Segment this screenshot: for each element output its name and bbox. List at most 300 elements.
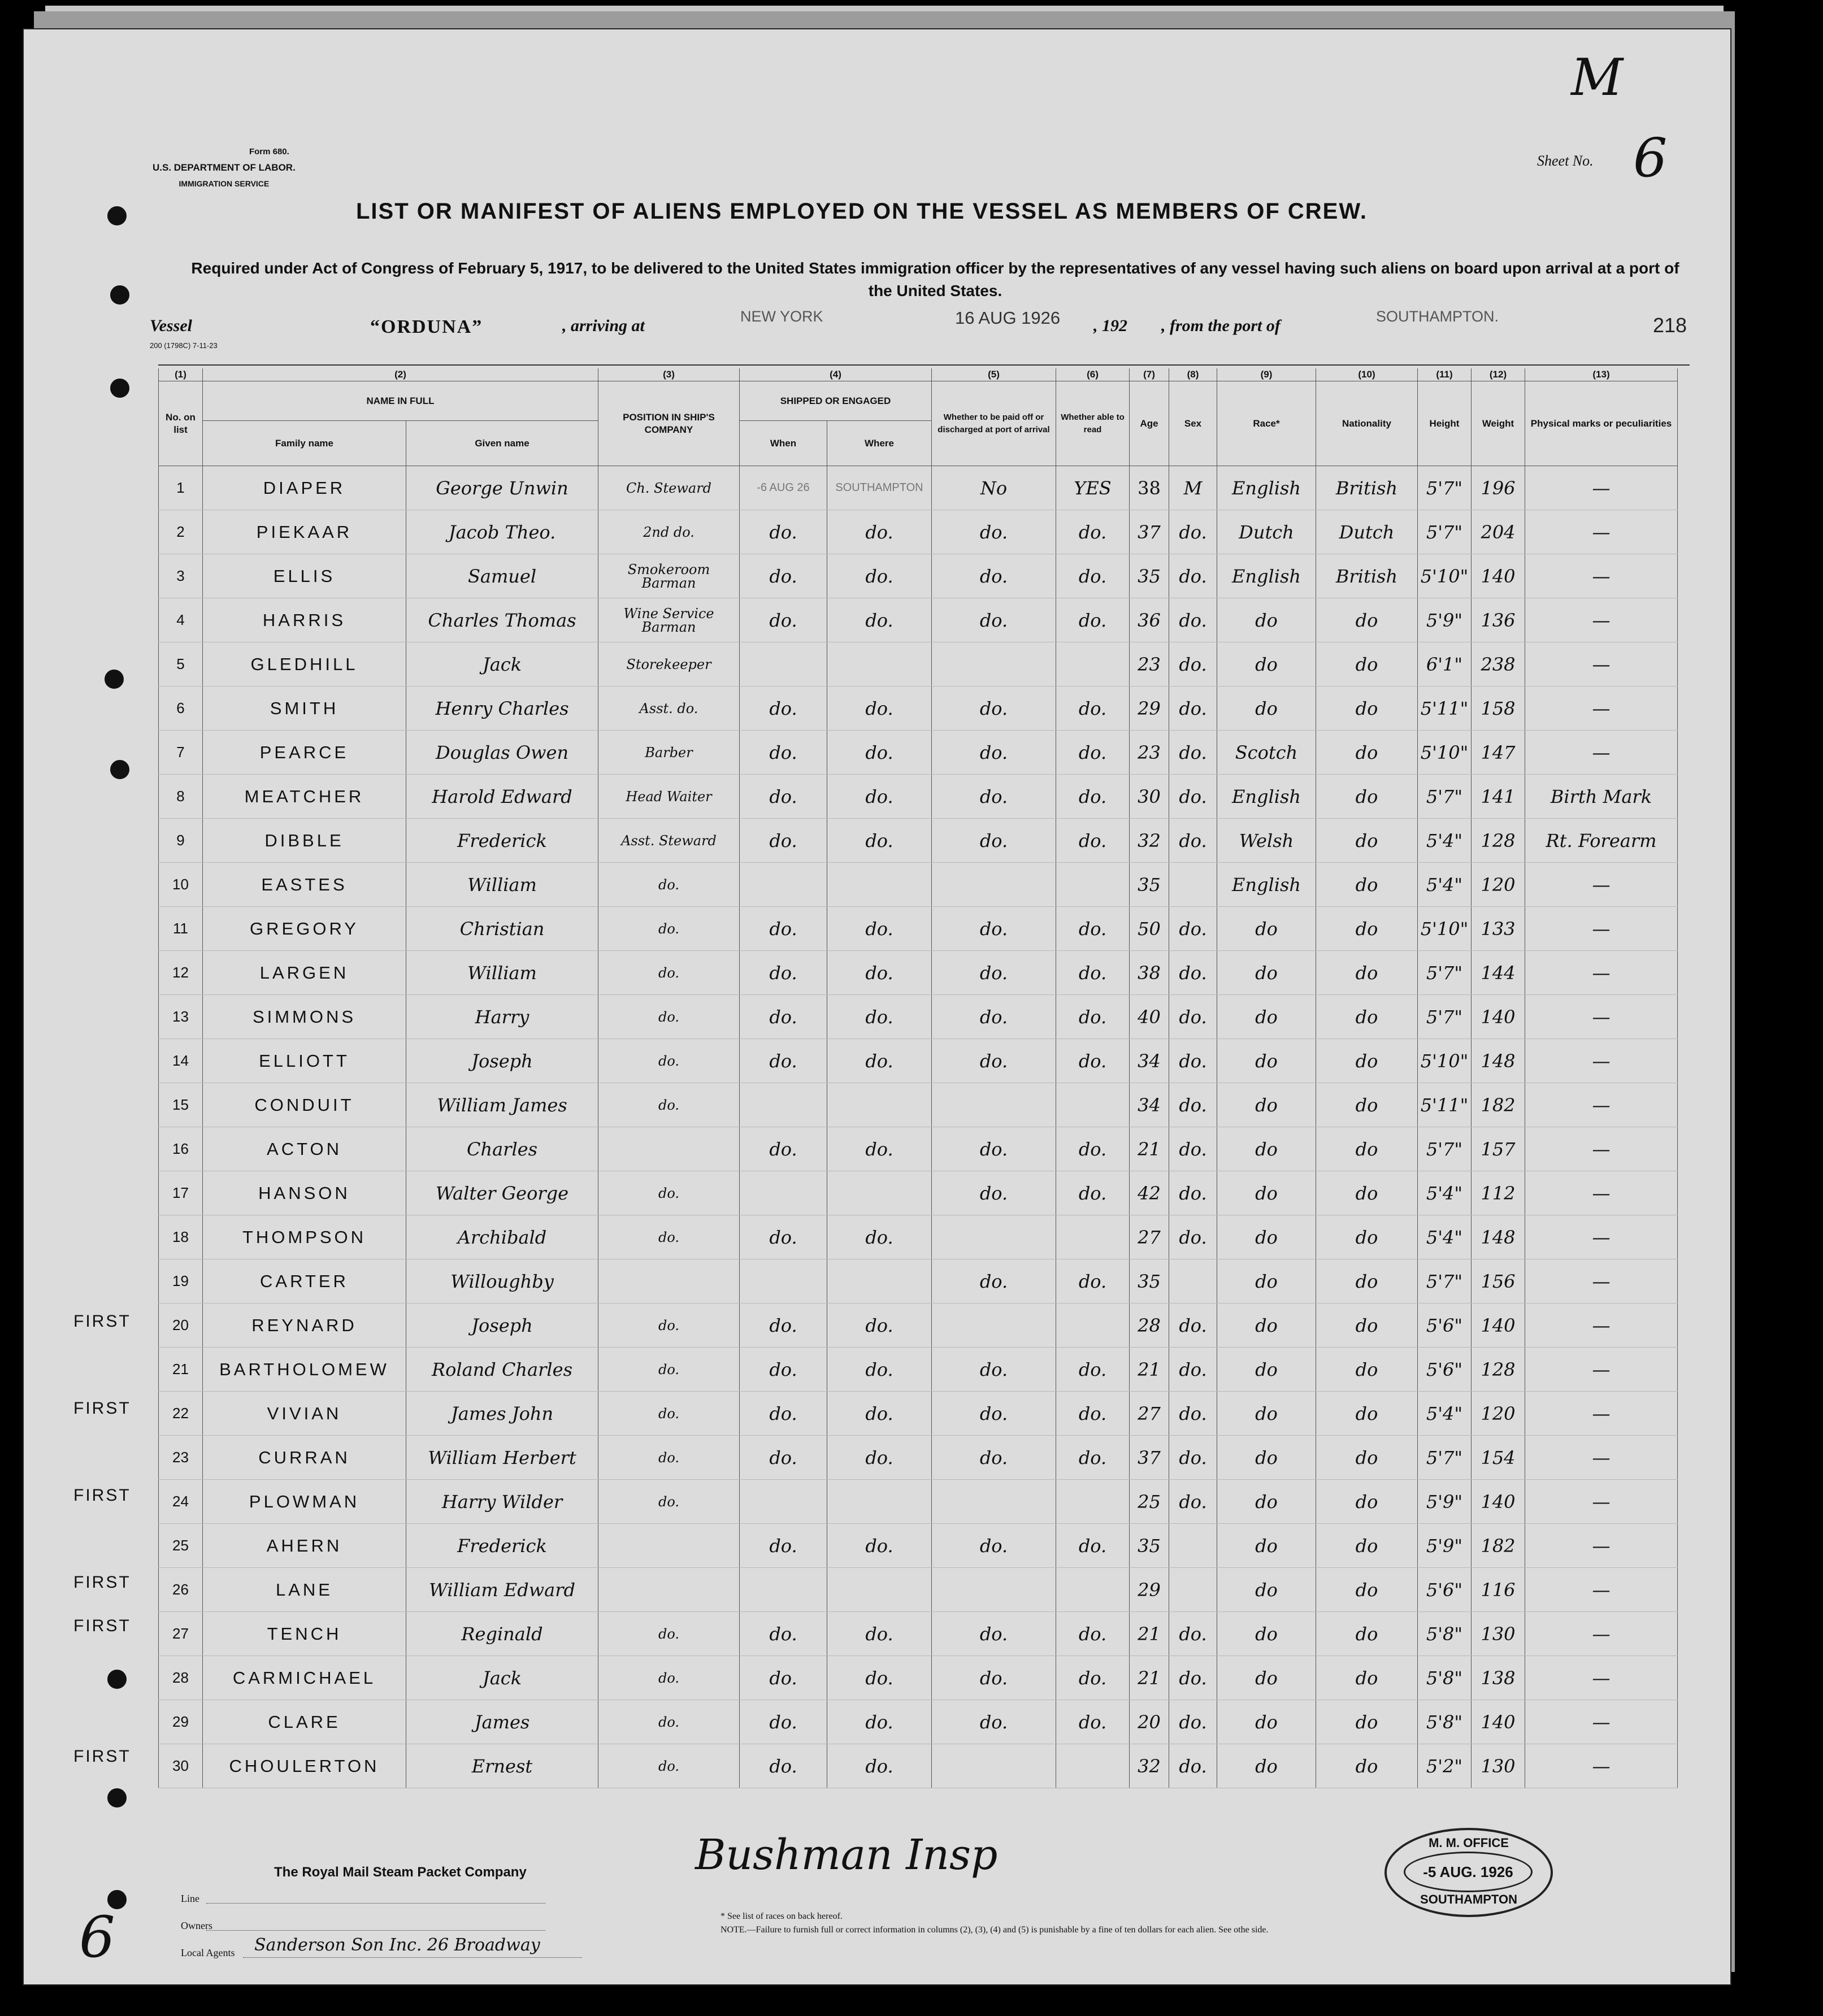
table-row	[159, 1039, 1690, 1083]
cell-family: TENCH	[203, 1612, 406, 1656]
cell-given: William Edward	[406, 1568, 598, 1612]
cell-marks: —	[1525, 687, 1678, 731]
cell-where	[827, 1568, 932, 1612]
cell-height: 6'1"	[1418, 642, 1472, 687]
cell-position	[598, 1568, 740, 1612]
cell-sex: do.	[1169, 1083, 1217, 1127]
cell-marks: —	[1525, 1171, 1678, 1215]
cell-position: do.	[598, 1700, 740, 1744]
local-agents-label: Local Agents	[181, 1947, 235, 1958]
cell-read: do.	[1056, 1259, 1130, 1304]
cell-read: do.	[1056, 1348, 1130, 1392]
stamp-bottom-text: SOUTHAMPTON	[1420, 1892, 1517, 1906]
cell-family: GLEDHILL	[203, 642, 406, 687]
col-num: (1)	[159, 368, 203, 381]
cell-race: do	[1217, 1083, 1316, 1127]
table-row	[159, 1612, 1690, 1656]
cell-given: Douglas Owen	[406, 731, 598, 775]
from-port-stamp: SOUTHAMPTON.	[1376, 308, 1499, 325]
header-given-name: Given name	[406, 421, 598, 466]
cell-sex: do.	[1169, 1127, 1217, 1171]
cell-no: 1	[159, 466, 203, 510]
cell-nationality: do	[1316, 1656, 1418, 1700]
col-num: (5)	[932, 368, 1056, 381]
cell-marks: —	[1525, 1127, 1678, 1171]
cell-sex: do.	[1169, 907, 1217, 951]
table-row	[159, 1083, 1690, 1127]
cell-position: do.	[598, 1215, 740, 1259]
cell-height: 5'10"	[1418, 1039, 1472, 1083]
cell-height: 5'6"	[1418, 1568, 1472, 1612]
cell-when: do.	[740, 510, 827, 554]
cell-age: 34	[1130, 1039, 1169, 1083]
cell-sex: do.	[1169, 598, 1217, 642]
cell-given: William Herbert	[406, 1436, 598, 1480]
header-name-in-full: NAME IN FULL	[203, 381, 598, 421]
cell-race: English	[1217, 466, 1316, 510]
cell-age: 37	[1130, 510, 1169, 554]
cell-read: do.	[1056, 1171, 1130, 1215]
local-agents-value: Sanderson Son Inc. 26 Broadway	[254, 1935, 540, 1955]
cell-read: do.	[1056, 1039, 1130, 1083]
cell-family: CONDUIT	[203, 1083, 406, 1127]
punch-hole	[108, 284, 131, 306]
cell-sex: do.	[1169, 1348, 1217, 1392]
footnotes	[720, 1910, 1269, 1937]
cell-weight: 156	[1472, 1259, 1525, 1304]
table-row	[159, 1436, 1690, 1480]
cell-margin	[1678, 1656, 1690, 1700]
cell-weight: 182	[1472, 1524, 1525, 1568]
cell-when: do.	[740, 1524, 827, 1568]
cell-marks: —	[1525, 466, 1678, 510]
cell-given: Frederick	[406, 819, 598, 863]
cell-age: 21	[1130, 1127, 1169, 1171]
cell-sex: do.	[1169, 1392, 1217, 1436]
cell-no: 18	[159, 1215, 203, 1259]
cell-age: 28	[1130, 1304, 1169, 1348]
cell-weight: 140	[1472, 554, 1525, 598]
cell-where: do.	[827, 1744, 932, 1788]
cell-family: CARMICHAEL	[203, 1656, 406, 1700]
margin-note-first: FIRST	[73, 1573, 131, 1592]
header-row-top	[159, 381, 1690, 421]
cell-height: 5'7"	[1418, 1127, 1472, 1171]
header-shipped-engaged: SHIPPED OR ENGAGED	[740, 381, 932, 421]
cell-height: 5'9"	[1418, 1524, 1472, 1568]
cell-where	[827, 1171, 932, 1215]
cell-nationality: do	[1316, 1348, 1418, 1392]
cell-read: do.	[1056, 598, 1130, 642]
cell-position: do.	[598, 863, 740, 907]
cell-where: do.	[827, 554, 932, 598]
cell-height: 5'4"	[1418, 1215, 1472, 1259]
cell-when: do.	[740, 1127, 827, 1171]
cell-read: do.	[1056, 819, 1130, 863]
cell-height: 5'10"	[1418, 554, 1472, 598]
cell-position: do.	[598, 1171, 740, 1215]
cell-where	[827, 642, 932, 687]
cell-position	[598, 1524, 740, 1568]
table-row	[159, 466, 1690, 510]
table-row	[159, 554, 1690, 598]
cell-marks: —	[1525, 1524, 1678, 1568]
cell-no: 21	[159, 1348, 203, 1392]
cell-given: Roland Charles	[406, 1348, 598, 1392]
cell-no: 25	[159, 1524, 203, 1568]
cell-height: 5'7"	[1418, 951, 1472, 995]
cell-weight: 136	[1472, 598, 1525, 642]
cell-given: George Unwin	[406, 466, 598, 510]
inspector-signature: Bushman Insp	[695, 1831, 998, 1879]
cell-read: do.	[1056, 731, 1130, 775]
cell-nationality: do	[1316, 995, 1418, 1039]
cell-when: do.	[740, 1436, 827, 1480]
cell-when: do.	[740, 554, 827, 598]
cell-nationality: do	[1316, 1171, 1418, 1215]
cell-height: 5'4"	[1418, 819, 1472, 863]
cell-margin	[1678, 466, 1690, 510]
cell-read: do.	[1056, 687, 1130, 731]
cell-position	[598, 1127, 740, 1171]
table-row	[159, 863, 1690, 907]
cell-where: do.	[827, 1700, 932, 1744]
page-title: LIST OR MANIFEST OF ALIENS EMPLOYED ON THE VESSEL AS MEMBERS OF CREW.	[356, 199, 1368, 224]
cell-race: do	[1217, 642, 1316, 687]
cell-read	[1056, 1480, 1130, 1524]
cell-paid: No	[932, 466, 1056, 510]
cell-read: do.	[1056, 951, 1130, 995]
cell-race: do	[1217, 1259, 1316, 1304]
cell-when: do.	[740, 907, 827, 951]
header-no-on-list: No. on list	[159, 381, 203, 466]
cell-height: 5'10"	[1418, 907, 1472, 951]
cell-race: do	[1217, 995, 1316, 1039]
cell-nationality: do	[1316, 1612, 1418, 1656]
cell-marks: —	[1525, 951, 1678, 995]
cell-marks: —	[1525, 1744, 1678, 1788]
margin-note-first: FIRST	[73, 1617, 131, 1635]
cell-position: do.	[598, 1744, 740, 1788]
cell-where: do.	[827, 731, 932, 775]
cell-where: do.	[827, 1392, 932, 1436]
cell-margin	[1678, 1436, 1690, 1480]
cell-race: English	[1217, 554, 1316, 598]
cell-when: do.	[740, 1744, 827, 1788]
cell-age: 20	[1130, 1700, 1169, 1744]
cell-when: do.	[740, 819, 827, 863]
cell-height: 5'11"	[1418, 687, 1472, 731]
cell-given: Charles Thomas	[406, 598, 598, 642]
sheet-label: Sheet No.	[1537, 153, 1594, 169]
cell-read: do.	[1056, 510, 1130, 554]
cell-nationality: do	[1316, 687, 1418, 731]
punch-hole	[106, 1668, 128, 1691]
cell-no: 17	[159, 1171, 203, 1215]
cell-marks: —	[1525, 1568, 1678, 1612]
cell-sex	[1169, 1259, 1217, 1304]
cell-given: Archibald	[406, 1215, 598, 1259]
cell-given: Charles	[406, 1127, 598, 1171]
cell-family: CHOULERTON	[203, 1744, 406, 1788]
cell-height: 5'8"	[1418, 1700, 1472, 1744]
cell-race: do	[1217, 598, 1316, 642]
cell-weight: 140	[1472, 995, 1525, 1039]
cell-family: LANE	[203, 1568, 406, 1612]
cell-marks: —	[1525, 510, 1678, 554]
cell-race: do	[1217, 1744, 1316, 1788]
cell-family: HANSON	[203, 1171, 406, 1215]
cell-read: do.	[1056, 1612, 1130, 1656]
cell-given: William	[406, 951, 598, 995]
cell-weight: 158	[1472, 687, 1525, 731]
cell-race: do	[1217, 951, 1316, 995]
cell-no: 14	[159, 1039, 203, 1083]
table-row	[159, 1524, 1690, 1568]
cell-no: 7	[159, 731, 203, 775]
header-paid-off: Whether to be paid off or discharged at port of arrival	[932, 381, 1056, 466]
cell-nationality: do	[1316, 1700, 1418, 1744]
cell-no: 4	[159, 598, 203, 642]
cell-when: do.	[740, 1304, 827, 1348]
cell-read	[1056, 1304, 1130, 1348]
col-num: (4)	[740, 368, 932, 381]
cell-when: do.	[740, 1392, 827, 1436]
cell-margin	[1678, 819, 1690, 863]
cell-age: 23	[1130, 642, 1169, 687]
service: IMMIGRATION SERVICE	[179, 179, 270, 188]
cell-margin	[1678, 1700, 1690, 1744]
page-subtitle: Required under Act of Congress of February 5, 1917, to be delivered to the United States immigration officer by the representatives of any vessel having such aliens on board upon arrival at a port of the United States.	[191, 259, 1679, 299]
cell-paid	[932, 1083, 1056, 1127]
cell-sex: do.	[1169, 819, 1217, 863]
cell-nationality: do	[1316, 1744, 1418, 1788]
cell-nationality: do	[1316, 1215, 1418, 1259]
cell-where: do.	[827, 1348, 932, 1392]
cell-when: -6 AUG 26	[740, 466, 827, 510]
cell-margin	[1678, 1304, 1690, 1348]
cell-marks: —	[1525, 1612, 1678, 1656]
cell-race: English	[1217, 863, 1316, 907]
cell-no: 6	[159, 687, 203, 731]
cell-when: do.	[740, 1612, 827, 1656]
cell-nationality: do	[1316, 1127, 1418, 1171]
cell-sex: do.	[1169, 554, 1217, 598]
cell-paid: do.	[932, 554, 1056, 598]
cell-age: 27	[1130, 1215, 1169, 1259]
header-family-name: Family name	[203, 421, 406, 466]
punch-hole	[108, 758, 131, 781]
column-number-row	[159, 368, 1690, 381]
cell-age: 32	[1130, 819, 1169, 863]
header-physical-marks: Physical marks or peculiarities	[1525, 381, 1678, 466]
table-row	[159, 1700, 1690, 1744]
cell-family: CURRAN	[203, 1436, 406, 1480]
cell-paid: do.	[932, 775, 1056, 819]
form-code: 200 (1798C) 7-11-23	[150, 341, 218, 350]
table-row	[159, 995, 1690, 1039]
cell-race: English	[1217, 775, 1316, 819]
mm-office-stamp	[1384, 1828, 1553, 1917]
cell-race: do	[1217, 1568, 1316, 1612]
cell-family: LARGEN	[203, 951, 406, 995]
header-able-to-read: Whether able to read	[1056, 381, 1130, 466]
cell-given: Samuel	[406, 554, 598, 598]
crew-table-body	[159, 466, 1690, 1788]
cell-marks: Birth Mark	[1525, 775, 1678, 819]
cell-marks: —	[1525, 1304, 1678, 1348]
crew-manifest-table	[158, 368, 1690, 1788]
cell-sex	[1169, 1568, 1217, 1612]
header-age: Age	[1130, 381, 1169, 466]
table-row	[159, 642, 1690, 687]
cell-no: 16	[159, 1127, 203, 1171]
cell-family: BARTHOLOMEW	[203, 1348, 406, 1392]
cell-margin	[1678, 1215, 1690, 1259]
cell-no: 29	[159, 1700, 203, 1744]
cell-family: CARTER	[203, 1259, 406, 1304]
cell-given: Reginald	[406, 1612, 598, 1656]
cell-height: 5'6"	[1418, 1304, 1472, 1348]
cell-family: PLOWMAN	[203, 1480, 406, 1524]
cell-where: do.	[827, 1304, 932, 1348]
cell-given: Willoughby	[406, 1259, 598, 1304]
cell-weight: 144	[1472, 951, 1525, 995]
table-row	[159, 1259, 1690, 1304]
col-num: (10)	[1316, 368, 1418, 381]
cell-where	[827, 863, 932, 907]
punch-hole	[106, 205, 128, 227]
header-nationality: Nationality	[1316, 381, 1418, 466]
cell-position: do.	[598, 1436, 740, 1480]
cell-no: 13	[159, 995, 203, 1039]
cell-when: do.	[740, 995, 827, 1039]
cell-height: 5'2"	[1418, 1744, 1472, 1788]
cell-marks: —	[1525, 1656, 1678, 1700]
cell-family: ELLIOTT	[203, 1039, 406, 1083]
cell-no: 28	[159, 1656, 203, 1700]
cell-read: do.	[1056, 907, 1130, 951]
cell-position	[598, 1259, 740, 1304]
cell-race: do	[1217, 1127, 1316, 1171]
cell-marks: —	[1525, 1259, 1678, 1304]
cell-marks: Rt. Forearm	[1525, 819, 1678, 863]
cell-where: do.	[827, 1612, 932, 1656]
cell-paid: do.	[932, 995, 1056, 1039]
form-header	[153, 144, 296, 192]
cell-margin	[1678, 1259, 1690, 1304]
cell-given: William James	[406, 1083, 598, 1127]
cell-given: Jack	[406, 642, 598, 687]
cell-race: do	[1217, 1348, 1316, 1392]
cell-sex: do.	[1169, 1700, 1217, 1744]
cell-sex: do.	[1169, 731, 1217, 775]
cell-read: do.	[1056, 1392, 1130, 1436]
vessel-name: “ORDUNA”	[370, 316, 483, 337]
header-race: Race*	[1217, 381, 1316, 466]
form-number: Form 680.	[249, 147, 289, 157]
cell-position: Wine Service Barman	[598, 598, 740, 642]
cell-where: SOUTHAMPTON	[827, 466, 932, 510]
page-number-handwritten: 6	[79, 1904, 115, 1970]
cell-age: 38	[1130, 951, 1169, 995]
year-label: , 192	[1093, 316, 1127, 335]
cell-where: do.	[827, 907, 932, 951]
col-num: (9)	[1217, 368, 1316, 381]
cell-margin	[1678, 1348, 1690, 1392]
cell-sex: M	[1169, 466, 1217, 510]
cell-marks: —	[1525, 1480, 1678, 1524]
cell-position: do.	[598, 1039, 740, 1083]
table-row	[159, 819, 1690, 863]
cell-height: 5'11"	[1418, 1083, 1472, 1127]
vessel-label: Vessel	[150, 316, 192, 335]
table-row	[159, 731, 1690, 775]
cell-given: Ernest	[406, 1744, 598, 1788]
cell-no: 2	[159, 510, 203, 554]
cell-margin	[1678, 951, 1690, 995]
cell-position: Smokeroom Barman	[598, 554, 740, 598]
cell-when: do.	[740, 687, 827, 731]
cell-margin	[1678, 863, 1690, 907]
cell-age: 40	[1130, 995, 1169, 1039]
cell-marks: —	[1525, 863, 1678, 907]
cell-paid: do.	[932, 1436, 1056, 1480]
cell-age: 29	[1130, 1568, 1169, 1612]
cell-height: 5'7"	[1418, 510, 1472, 554]
cell-read: do.	[1056, 1436, 1130, 1480]
cell-read: do.	[1056, 1656, 1130, 1700]
table-row	[159, 1568, 1690, 1612]
cell-marks: —	[1525, 642, 1678, 687]
punch-hole	[108, 377, 131, 399]
cell-height: 5'9"	[1418, 598, 1472, 642]
cell-nationality: do	[1316, 863, 1418, 907]
cell-sex: do.	[1169, 1612, 1217, 1656]
cell-weight: 128	[1472, 1348, 1525, 1392]
page-number-stamp: 218	[1653, 314, 1687, 337]
col-num: (12)	[1472, 368, 1525, 381]
cell-nationality: do	[1316, 598, 1418, 642]
margin-note-first: FIRST	[73, 1486, 131, 1505]
cell-race: Scotch	[1217, 731, 1316, 775]
cell-nationality: do	[1316, 1304, 1418, 1348]
cell-age: 27	[1130, 1392, 1169, 1436]
cell-where: do.	[827, 951, 932, 995]
cell-height: 5'7"	[1418, 466, 1472, 510]
cell-no: 8	[159, 775, 203, 819]
cell-marks: —	[1525, 1215, 1678, 1259]
table-row	[159, 1480, 1690, 1524]
cell-race: do	[1217, 1612, 1316, 1656]
cell-sex: do.	[1169, 1480, 1217, 1524]
col-num: (8)	[1169, 368, 1217, 381]
cell-sex: do.	[1169, 1744, 1217, 1788]
cell-where: do.	[827, 819, 932, 863]
cell-weight: 148	[1472, 1215, 1525, 1259]
cell-given: Joseph	[406, 1039, 598, 1083]
cell-paid: do.	[932, 731, 1056, 775]
cell-race: Dutch	[1217, 510, 1316, 554]
cell-weight: 130	[1472, 1744, 1525, 1788]
cell-weight: 238	[1472, 642, 1525, 687]
col-num: (2)	[203, 368, 598, 381]
cell-given: Jacob Theo.	[406, 510, 598, 554]
cell-given: Harry Wilder	[406, 1480, 598, 1524]
cell-paid	[932, 1568, 1056, 1612]
cell-where	[827, 1480, 932, 1524]
cell-margin	[1678, 731, 1690, 775]
